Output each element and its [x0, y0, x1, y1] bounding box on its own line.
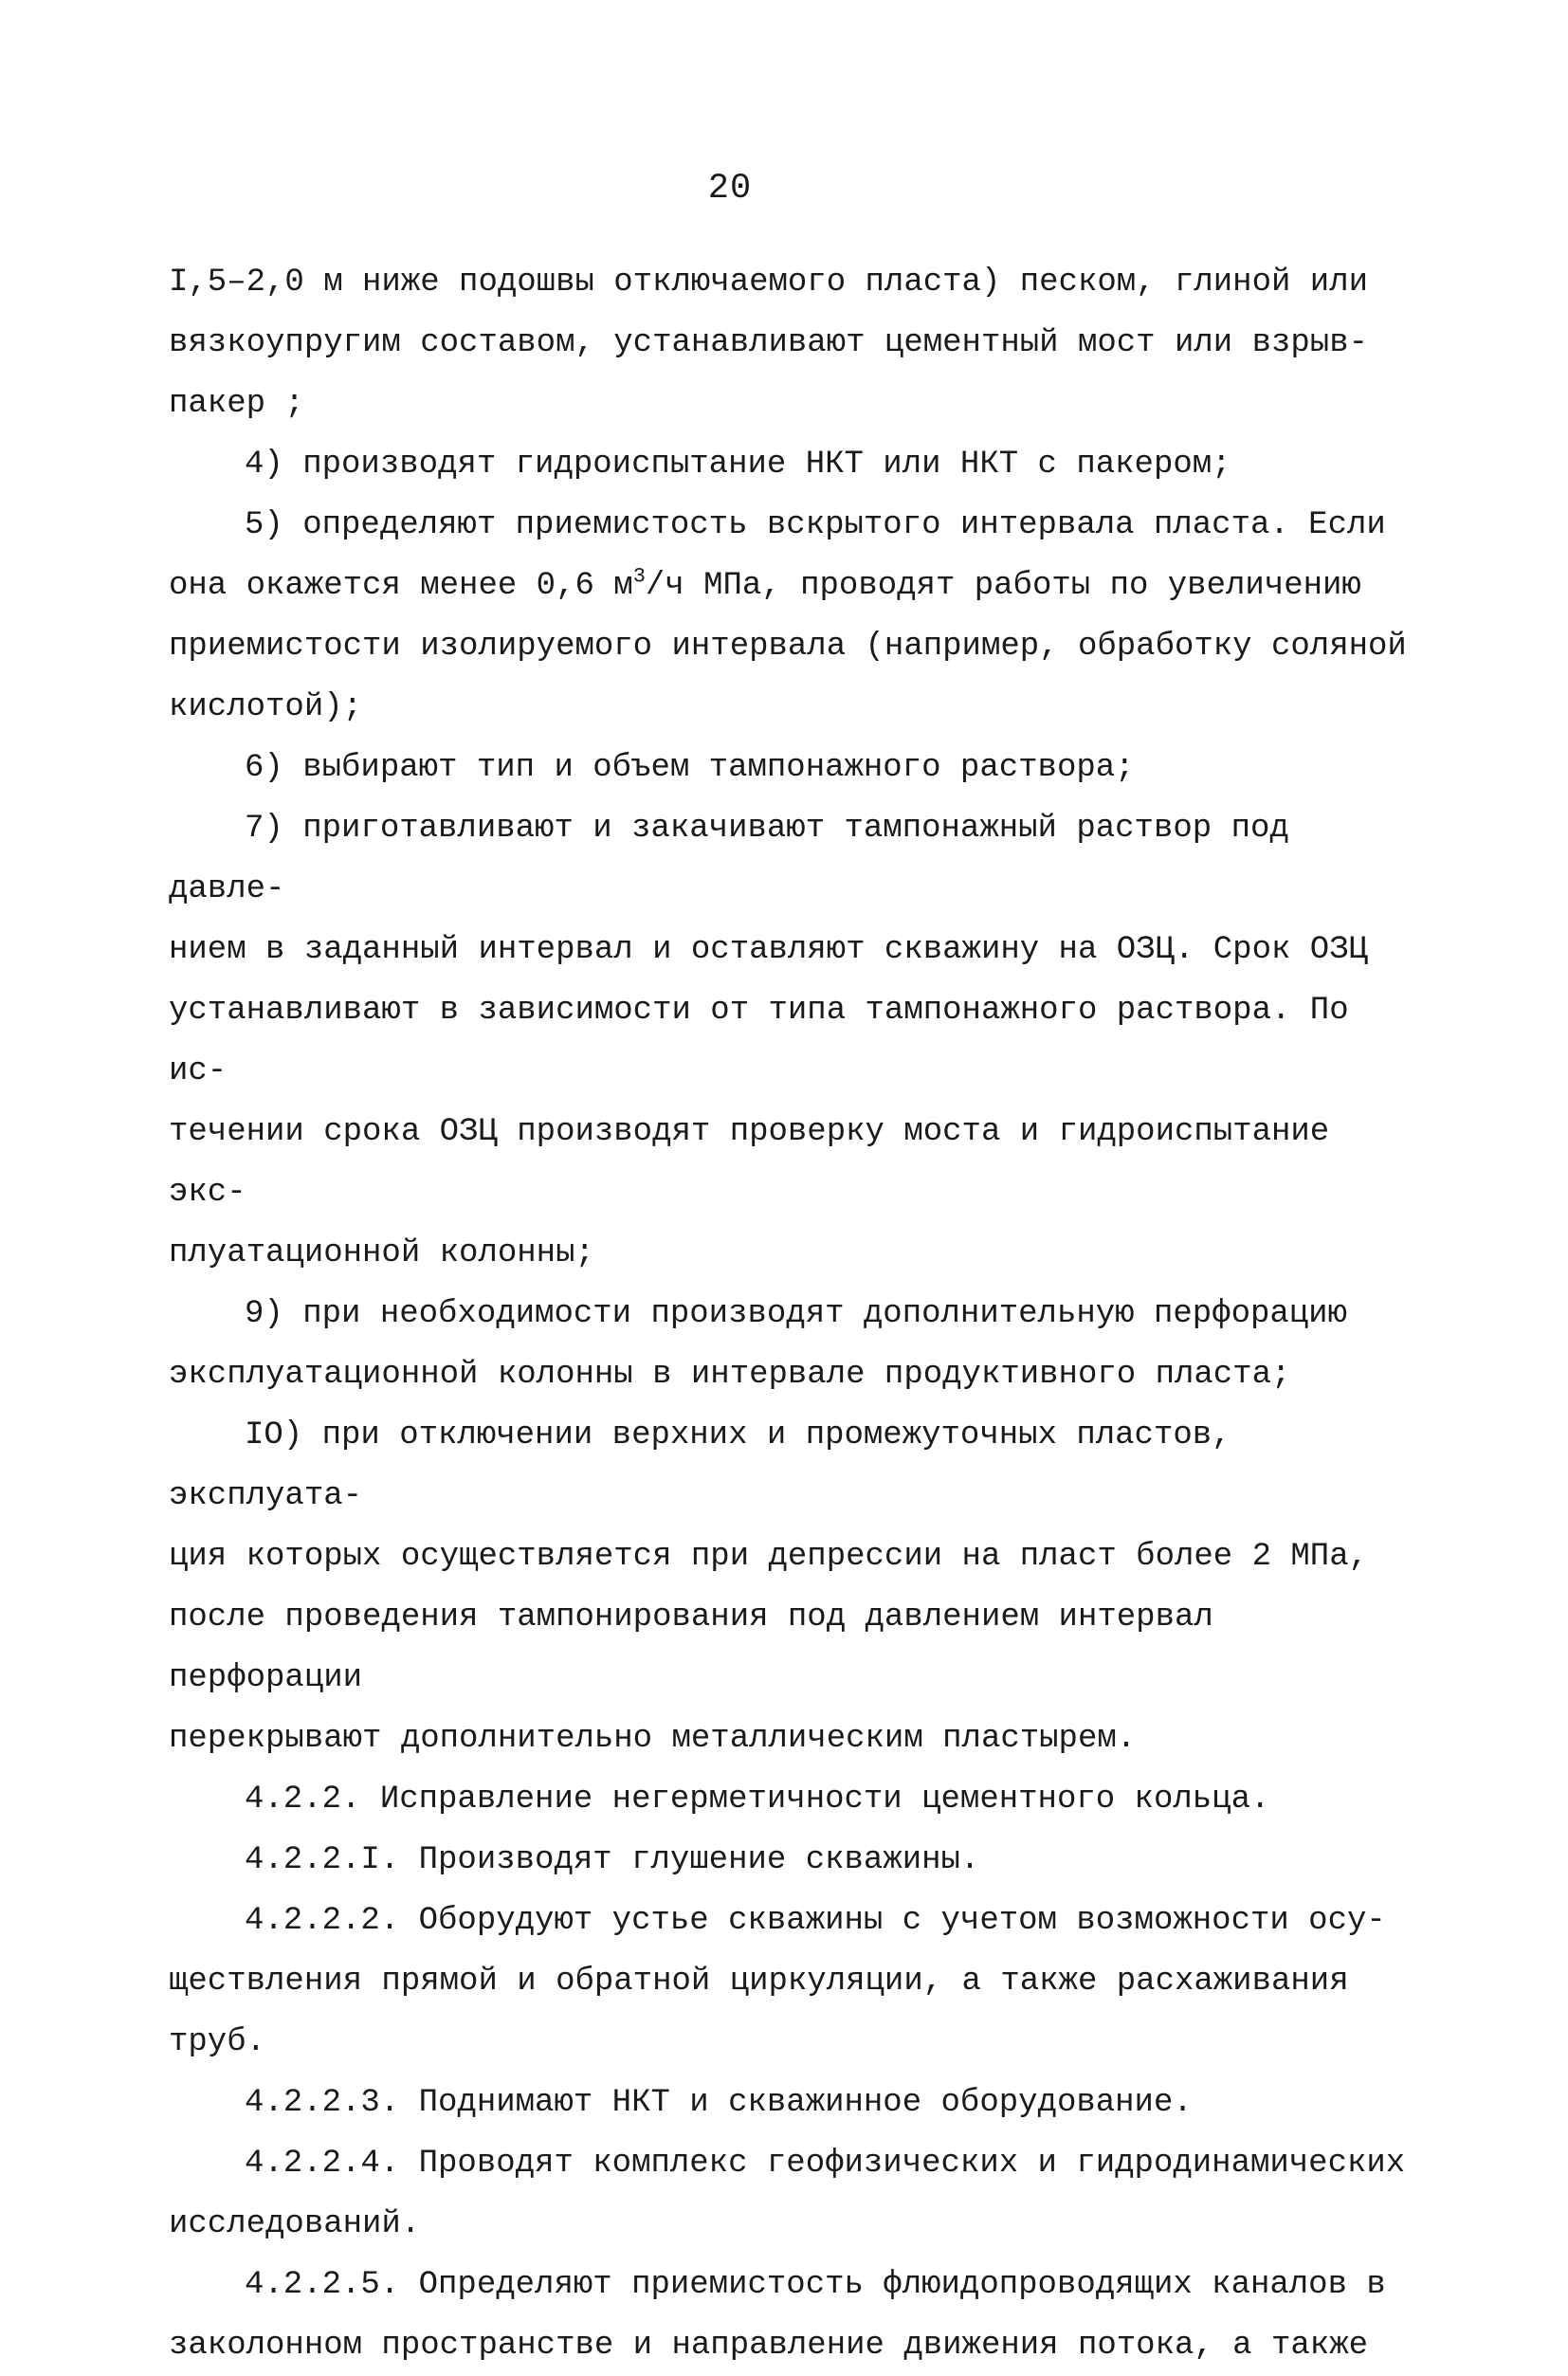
text-line: устанавливают в зависимости от типа тампонажного раствора. По ис- — [169, 993, 1349, 1089]
text-line: кислотой); — [169, 689, 363, 725]
text-line: заколонном пространстве и направление движения потока, а также — [169, 2328, 1369, 2364]
list-item-5: 5) определяют приемистость вскрытого интервала пласта. Если — [245, 507, 1386, 543]
text-line: течении срока ОЗЦ производят проверку моста и гидроиспытание экс- — [169, 1114, 1330, 1211]
list-item-9: 9) при необходимости производят дополнительную перфорацию — [245, 1296, 1347, 1332]
section-4-2-2-3: 4.2.2.3. Поднимают НКТ и скважинное оборудование. — [245, 2085, 1193, 2121]
text-line: ция которых осуществляется при депрессии на пласт более 2 МПа, — [169, 1539, 1369, 1575]
list-item-4: 4) производят гидроиспытание НКТ или НКТ с пакером; — [245, 447, 1231, 483]
text-line: вязкоупругим составом, устанавливают цементный мост или взрыв- — [169, 325, 1369, 361]
document-body — [169, 252, 1420, 2376]
list-item-10: IO) при отключении верхних и промежуточных пластов, эксплуата- — [169, 1417, 1231, 1514]
list-item-6: 6) выбирают тип и объем тампонажного раствора; — [245, 750, 1135, 786]
text-fragment: она окажется менее 0,6 м — [169, 568, 633, 604]
text-line: перекрывают дополнительно металлическим пластырем. — [169, 1721, 1137, 1757]
section-heading-4-2-2: 4.2.2. Исправление негерметичности цементного кольца. — [245, 1782, 1270, 1818]
page-number: 20 — [707, 169, 753, 209]
text-line: эксплуатационной колонны в интервале продуктивного пласта; — [169, 1357, 1291, 1393]
text-line: нием в заданный интервал и оставляют скважину на ОЗЦ. Срок ОЗЦ — [169, 932, 1369, 968]
text-line: плуатационной колонны; — [169, 1235, 594, 1271]
section-4-2-2-2: 4.2.2.2. Оборудуют устье скважины с учетом возможности осу- — [245, 1903, 1386, 1939]
text-line: после проведения тампонирования под давлением интервал перфорации — [169, 1599, 1213, 1696]
section-4-2-2-1: 4.2.2.I. Производят глушение скважины. — [245, 1842, 980, 1878]
section-4-2-2-5: 4.2.2.5. Определяют приемистость флюидопроводящих каналов в — [245, 2267, 1386, 2303]
text-line — [169, 556, 1420, 616]
text-fragment: /ч МПа, проводят работы по увеличению — [645, 568, 1361, 604]
section-4-2-2-4: 4.2.2.4. Проводят комплекс геофизических и гидродинамических — [245, 2146, 1406, 2182]
text-line: исследований. — [169, 2206, 421, 2242]
text-line: пакер ; — [169, 386, 304, 422]
text-line: ществления прямой и обратной циркуляции, а также расхаживания труб. — [169, 1964, 1349, 2060]
text-line: I,5–2,0 м ниже подошвы отключаемого пласта) песком, глиной или — [169, 265, 1369, 301]
list-item-7: 7) приготавливают и закачивают тампонажный раствор под давле- — [169, 811, 1289, 907]
superscript: 3 — [632, 564, 646, 589]
text-line: приемистости изолируемого интервала (например, обработку соляной — [169, 629, 1407, 665]
